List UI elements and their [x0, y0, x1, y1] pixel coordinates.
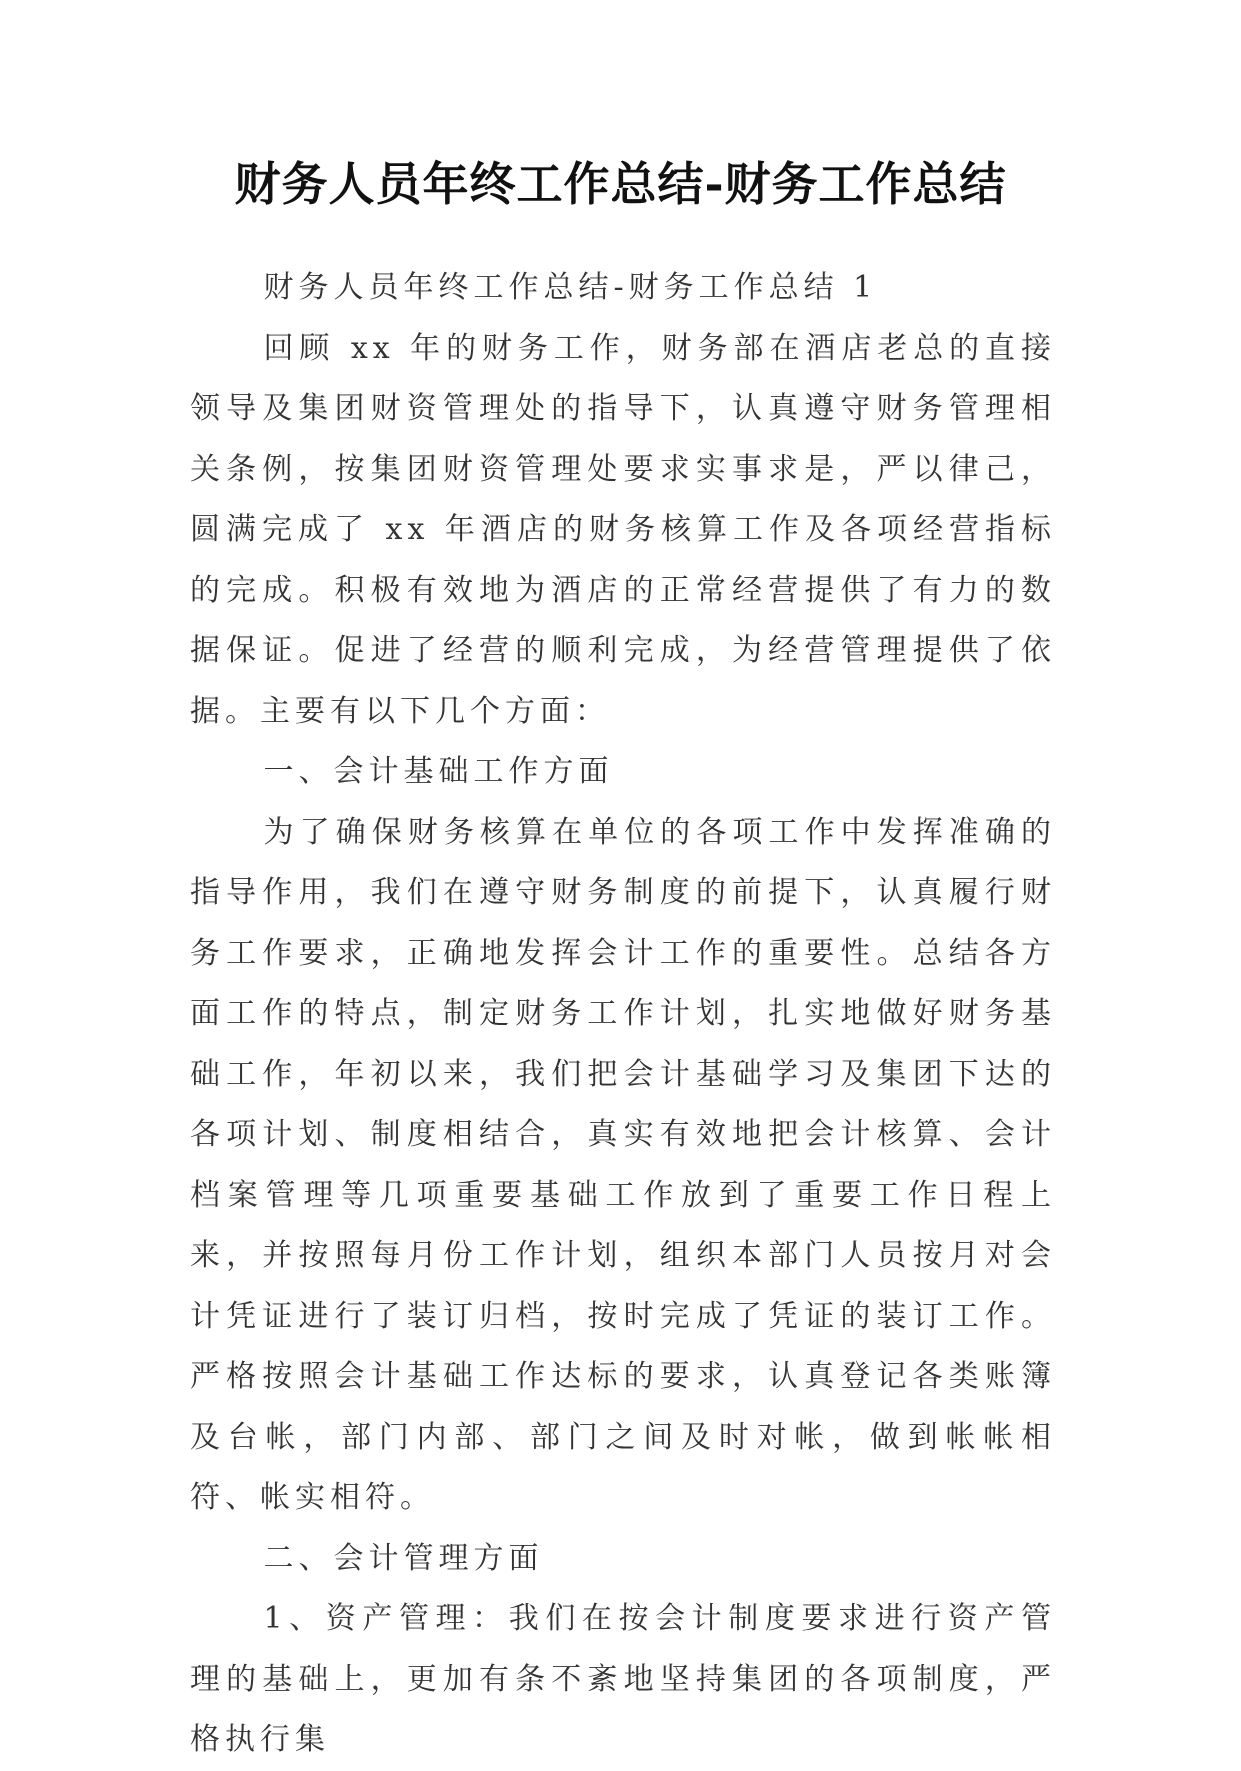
paragraph-accounting-basics: 为了确保财务核算在单位的各项工作中发挥准确的指导作用，我们在遵守财务制度的前提下，认真履行财务工作要求，正确地发挥会计工作的重要性。总结各方面工作的特点，制定财务工作计划，扎实地做好财务基础工作，年初以来，我们把会计基础学习及集团下达的各项计划、制度相结合，真实有效地把会计核算、会计档案管理等几项重要基础工作放到了重要工作日程上来，并按照每月份工作计划，组织本部门人员按月对会计凭证进行了装订归档，按时完成了凭证的装订工作。严格按照会计基础工作达标的要求，认真登记各类账簿及台帐，部门内部、部门之间及时对帐，做到帐帐相符、帐实相符。 — [190, 814, 1056, 1515]
paragraph-asset-management: 1、资产管理：我们在按会计制度要求进行资产管理的基础上，更加有条不紊地坚持集团的各项制度，严格执行集 — [190, 1601, 1056, 1757]
section-heading-accounting-basics: 一、会计基础工作方面 — [263, 754, 614, 789]
paragraph-intro: 回顾 xx 年的财务工作，财务部在酒店老总的直接领导及集团财资管理处的指导下，认真遵守财务管理相关条例，按集团财资管理处要求实事求是，严以律己，圆满完成了 xx 年酒店的财务核算工作及各项经营指标的完成。积极有效地为酒店的正常经营提供了有力的数据保证。促进了经营的顺利完成，为经营管理提供了依据。主要有以下几个方面： — [190, 330, 1056, 729]
document-body — [190, 258, 1056, 1771]
section-heading-1: 财务人员年终工作总结-财务工作总结 1 — [263, 270, 878, 305]
document-title: 财务人员年终工作总结-财务工作总结 — [234, 157, 1007, 211]
section-heading-accounting-management: 二、会计管理方面 — [263, 1540, 544, 1576]
